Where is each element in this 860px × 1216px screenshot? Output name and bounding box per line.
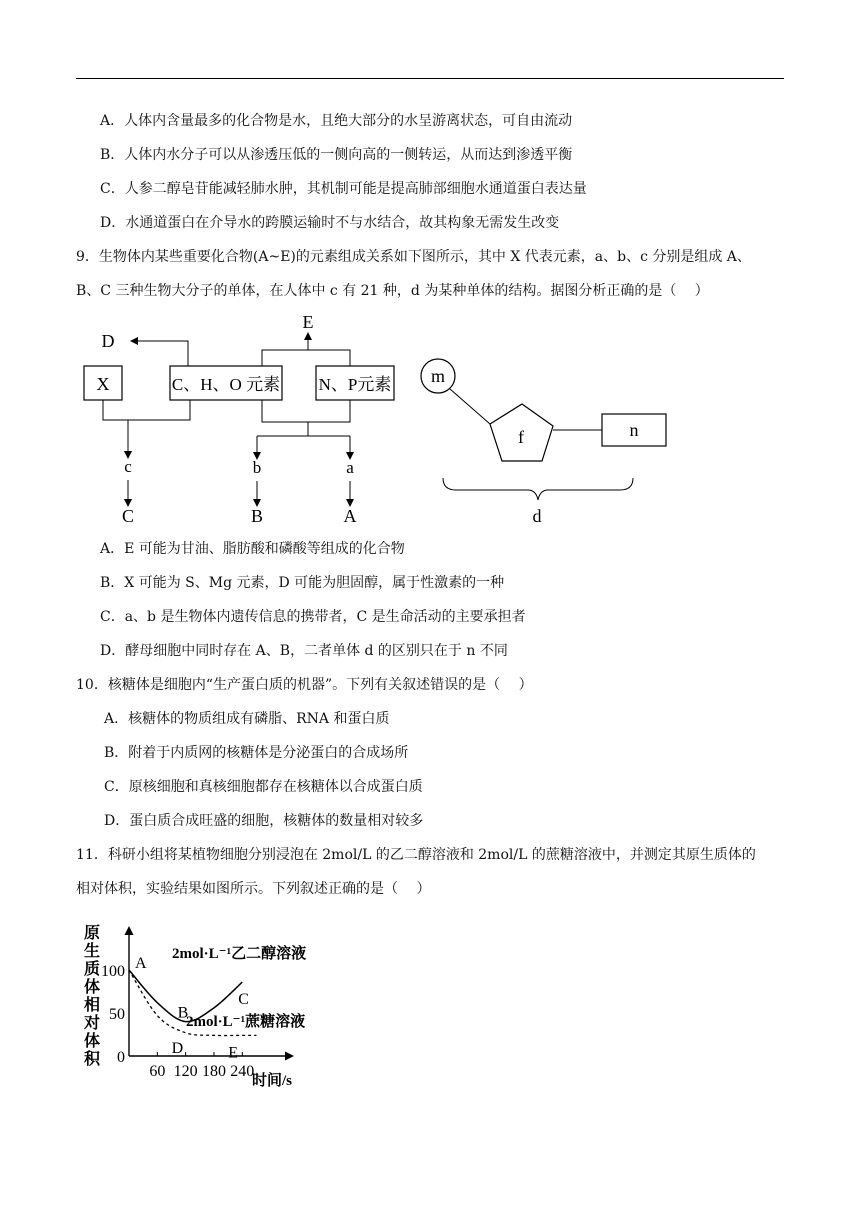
q8-option-a: A．人体内含量最多的化合物是水，且绝大部分的水呈游离状态，可自由流动 (100, 113, 573, 129)
label-a-polymer: A (343, 506, 357, 526)
label-n: n (629, 420, 639, 440)
q8-option-b: B．人体内水分子可以从渗透压低的一侧向高的一侧转运，从而达到渗透平衡 (100, 147, 573, 163)
label-b-monomer: b (252, 458, 262, 477)
x-axis-label: 时间/s (252, 1073, 293, 1089)
q8-option-c: C．人参二醇皂苷能减轻肺水肿，其机制可能是提高肺部细胞水通道蛋白表达量 (100, 181, 587, 197)
label-b-polymer: B (250, 506, 264, 526)
x-tick-label: 240 (230, 1063, 255, 1080)
x-tick-label: 120 (173, 1063, 198, 1080)
q11-chart (0, 910, 860, 1100)
q9-option-c: C．a、b 是生物体内遗传信息的携带者，C 是生命活动的主要承担者 (100, 609, 526, 625)
label-a-monomer: a (346, 458, 354, 477)
q8-option-d: D．水通道蛋白在介导水的跨膜运输时不与水结合，故其构象无需发生改变 (100, 215, 560, 231)
label-e: E (302, 312, 314, 332)
y-tick-label: 50 (109, 1006, 125, 1023)
point-label-c: C (238, 991, 249, 1009)
y-tick-label: 100 (101, 963, 125, 980)
label-x: X (96, 374, 110, 394)
q9-diagram (0, 300, 860, 530)
q9-stem-line1: 9．生物体内某些重要化合物(A~E)的元素组成关系如下图所示，其中 X 代表元素，a、b、c 分别是组成 A、 (76, 249, 751, 265)
y-axis-label: 原生质体相对体积 (83, 925, 101, 1068)
q10-option-c: C．原核细胞和真核细胞都存在核糖体以合成蛋白质 (104, 779, 423, 795)
q9-option-d: D．酵母细胞中同时存在 A、B，二者单体 d 的区别只在于 n 不同 (100, 643, 508, 659)
label-d-structure: d (532, 506, 542, 526)
q10-option-a: A．核糖体的物质组成有磷脂、RNA 和蛋白质 (104, 711, 390, 727)
header-rule (76, 78, 784, 79)
series-sucrose-name: 2mol·L⁻¹蔗糖溶液 (186, 1014, 306, 1030)
q10-option-b: B．附着于内质网的核糖体是分泌蛋白的合成场所 (104, 745, 409, 761)
brace (443, 478, 633, 500)
q9-option-b: B．X 可能为 S、Mg 元素，D 可能为胆固醇，属于性激素的一种 (100, 575, 505, 591)
series-ethylene-glycol-name: 2mol·L⁻¹乙二醇溶液 (172, 946, 307, 962)
q9-option-a: A．E 可能为甘油、脂肪酸和磷酸等组成的化合物 (100, 541, 405, 557)
q10-stem: 10．核糖体是细胞内“生产蛋白质的机器”。下列有关叙述错误的是（ ） (76, 677, 533, 693)
q11-stem-line1: 11．科研小组将某植物细胞分别浸泡在 2mol/L 的乙二醇溶液和 2mol/L 的蔗糖溶液中，并测定其原生质体的 (76, 847, 756, 863)
label-c-monomer: c (124, 457, 132, 476)
label-cho: C、H、O 元素 (171, 375, 281, 394)
label-d-compound: D (101, 331, 115, 351)
label-np: N、P元素 (318, 375, 392, 394)
q10-option-d: D．蛋白质合成旺盛的细胞，核糖体的数量相对较多 (104, 813, 424, 829)
label-f: f (518, 427, 524, 447)
y-tick-label: 0 (117, 1049, 125, 1066)
point-label-d: D (171, 1039, 184, 1057)
x-tick-label: 180 (201, 1063, 226, 1080)
point-label-b: B (177, 1004, 189, 1022)
point-label-a: A (135, 955, 147, 972)
x-tick-label: 60 (149, 1063, 166, 1080)
q11-stem-line2: 相对体积，实验结果如图所示。下列叙述正确的是（ ） (76, 881, 431, 897)
q9-stem-line2: B、C 三种生物大分子的单体，在人体中 c 有 21 种，d 为某种单体的结构。据图分析正确的是（ ） (76, 283, 709, 299)
label-m: m (430, 366, 446, 386)
label-c-polymer: C (121, 506, 135, 526)
point-label-e: E (228, 1044, 239, 1062)
